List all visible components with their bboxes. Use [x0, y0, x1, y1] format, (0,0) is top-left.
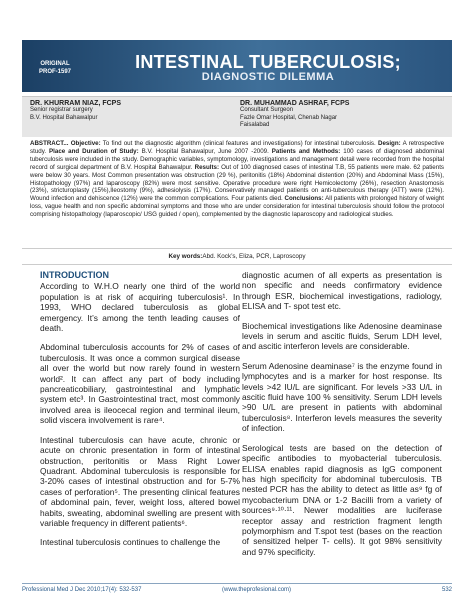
badge-line-2: PROF-1597 — [38, 69, 71, 75]
paragraph: Intestinal tuberculosis continues to challenge the — [40, 537, 221, 548]
author-left — [30, 100, 230, 122]
article-type-badge — [32, 60, 78, 86]
section-heading: INTRODUCTION — [40, 270, 109, 280]
authors-block — [22, 96, 452, 137]
abstract-conclusions: All patients with prolonged history of weight loss, vague health and non specific abdominal symptoms and those who are under consideration for intestinal tuberculosis should follow the protocol comprising histopathology (laparoscopic/ USG guided / open), complemented by the diagnostic laparoscopy and radiological studies. — [30, 195, 444, 219]
abstract-methods: 100 cases of diagnosed abdominal tuberculosis were included in the study. Demographic variables, symptomology, investigations and management detail were recorded from the hospital record of surgical department of B.V. Hospital Bahawalpur. — [30, 147, 444, 171]
paragraph: Serological tests are based on the detection of specific antibodies to myobacterial tuberculosis. ELISA enables rapid diagnosis as IgG component has high specificity for abdominal tuberculosis. TB nested PCR has the ability to detect as little as⁹ fg of mycobacterium DNA or 1-2 Bacilli from a variety of sources⁹·¹⁰·¹¹. Newer modalities are luciferase receptor assay and restriction fragment length polymorphism and T.spot test (bases on the reaction of sensitized helper T- cells). It got 98% sensitivity and 97% specificity. — [242, 442, 442, 557]
column-left — [40, 270, 240, 557]
abstract-methods-label: Patients and Methods: — [271, 147, 341, 155]
column-right — [242, 270, 442, 566]
author-right-name: DR. MUHAMMAD ASHRAF, FCPS — [240, 100, 350, 107]
abstract-objective: To find out the diagnostic algorithm (clinical features and investigations) for intestinal tuberculosis. — [100, 140, 378, 147]
badge-line-1: ORIGINAL — [40, 61, 70, 67]
keywords-label: Key words: — [168, 253, 203, 260]
abstract-design: A retrospective study. — [30, 140, 445, 155]
author-left-name: DR. KHURRAM NIAZ, FCPS — [30, 100, 121, 107]
author-right — [240, 100, 440, 129]
author-left-line: Senior registrar surgery — [30, 107, 93, 114]
abstract-results: Out of 100 diagnosed cases of intestinal T.B, 55 patients were male. 62 patients were below 30 years. Most Common presentation was obstruction (29 %), peritonitis (18%) Abdominal distention (20%) and Abdominal Mass (15%), Histopathology (97%) and laparoscopy (82%) were most sensitive. Operative procedure were right Hemicolectomy (26%), resection Anastomosis (23%), stricturoplasty (15%),Ileostomy (9%), adhesiolysis (17%). Conservatively managed patients on anti-tuberculous therapy (ATT) were (12%). Wound infection and dehiscence (12%) were the common complications. Four patients died. — [30, 163, 445, 203]
abstract-place: B.V. Hospital Bahawalpur, June 2007 -2009. — [138, 147, 272, 155]
author-right-line: Fazle Omar Hospital, Chenab Nagar — [240, 114, 338, 121]
paragraph: Biochemical investigations like Adenosine deaminase levels in serum and ascitic fluids, Serum LDH level, and ascitic interferon levels are considerable. — [242, 320, 442, 352]
journal-website-link[interactable]: (www.theprofesional.com) — [222, 587, 292, 593]
journal-citation: Professional Med J Dec 2010;17(4): 532-537 — [22, 587, 142, 593]
abstract-results-label: Results: — [194, 163, 220, 171]
paragraph: diagnostic acumen of all experts as presentation is non specific and needs confirmatory evidence through ESR, biochemical investigations, radiology, ELISA and T- spot test etc. — [242, 270, 442, 312]
abstract-label: ABSTRACT... Objective: — [30, 140, 101, 147]
paragraph: Serum Adenosine deaminase⁷ is the enzyme found in lymphocytes and is a marker for host response. Its levels >42 IU/L are significant. For levels >33 U/L in ascitic fluid have 100 % sensitivity. Serum LDH levels >90 U/L are present in patients with abdominal tuberculosis⁸. Interferon levels measures the severity of infection. — [242, 360, 442, 434]
paragraph: Intestinal tuberculosis can have acute, chronic or acute on chronic presentation in form of intestinal obstruction, peritonitis or Mass Right Lower Quadrant. Abdominal tuberculosis is responsible for 3-20% cases of intestinal obstruction and for 5-7% cases of perforation⁵. The presenting clinical features of abdominal pain, fever, weight loss, altered bowel habits, sweating, abdominal swelling are present with variable frequency in different patients⁶. — [40, 434, 240, 528]
author-left-line: B.V. Hospital Bahawalpur — [30, 114, 98, 121]
paragraph: According to W.H.O nearly one third of the world population is at risk of acquiring tuberculosis¹. In 1993, WHO declared tuberculosis as global emergency. It’s among the tenth leading causes of death. — [40, 281, 240, 334]
abstract-design-label: Design: — [377, 140, 401, 147]
abstract-place-label: Place and Duration of Study: — [49, 147, 139, 155]
article-title: INTESTINAL TUBERCULOSIS; — [135, 52, 401, 72]
keywords — [22, 248, 452, 265]
abstract — [30, 140, 444, 219]
author-right-line: Faisalabad — [240, 121, 270, 128]
author-right-line: Consultant Surgeon — [240, 107, 294, 114]
paragraph: Abdominal tuberculosis accounts for 2% of cases of tuberculosis. It was once a common surgical disease all over the world but now rarely found in western world². It can affect any part of body including pancreaticobiliary, gastrointestinal and lymphatic system etc³. In Gastrointestinal tract, most commonly involved area is ileocecal region and terminal ileum, solid viscera involvement is rare⁴. — [40, 342, 240, 426]
keywords-text: Abd. Kock’s, Eliza, PCR, Laproscopy — [202, 253, 306, 260]
abstract-conclusions-label: Conclusions: — [284, 195, 324, 203]
article-subtitle: DIAGNOSTIC DILEMMA — [201, 71, 335, 83]
page-number: 532 — [441, 587, 452, 593]
page-footer — [22, 583, 452, 593]
